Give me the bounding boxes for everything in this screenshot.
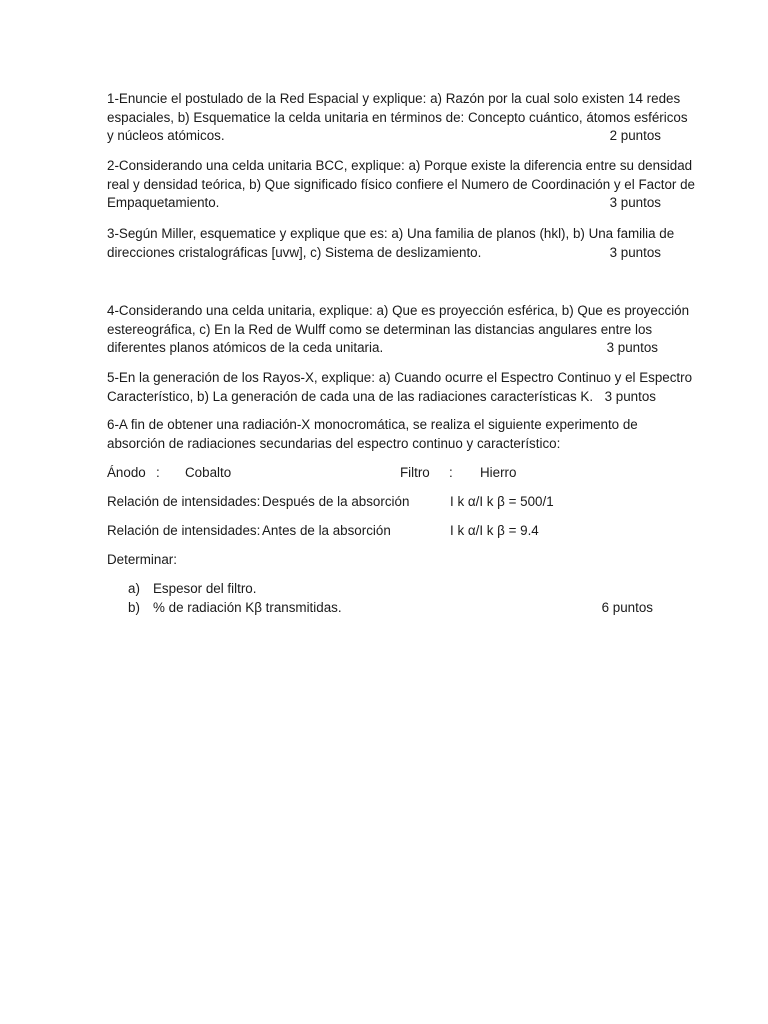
question-4 bbox=[107, 302, 690, 358]
list-item-a-text: Espesor del filtro. bbox=[153, 581, 257, 596]
question-2-line-1: 2-Considerando una celda unitaria BCC, explique: a) Porque existe la diferencia entre su densidad bbox=[107, 158, 693, 173]
list-item-a-marker: a) bbox=[128, 581, 140, 596]
question-1-line-3: y núcleos atómicos. bbox=[107, 128, 225, 143]
question-1-line-2: espaciales, b) Esquematice la celda unitaria en términos de: Concepto cuántico, átomos esféricos bbox=[107, 109, 688, 125]
question-3-line-2-row bbox=[107, 244, 661, 263]
determinar-row bbox=[107, 551, 667, 570]
list-item-b bbox=[128, 599, 653, 618]
filtro-colon: : bbox=[449, 465, 453, 480]
list-item-a bbox=[128, 580, 653, 599]
question-1-line-1: 1-Enuncie el postulado de la Red Espacial y explique: a) Razón por la cual solo existen 14 redes bbox=[107, 91, 681, 106]
relation-before-when: Antes de la absorción bbox=[262, 523, 391, 538]
anodo-filtro-row bbox=[107, 464, 667, 483]
anodo-colon: : bbox=[156, 465, 160, 480]
question-3-points: 3 puntos bbox=[609, 244, 661, 260]
question-5-line-2-row bbox=[107, 388, 656, 407]
determinar-label: Determinar: bbox=[107, 552, 177, 567]
question-6 bbox=[107, 416, 661, 453]
question-6-line-2: absorción de radiaciones secundarias del espectro continuo y característico: bbox=[107, 435, 561, 451]
question-4-line-3: diferentes planos atómicos de la ceda unitaria. bbox=[107, 340, 384, 355]
list-item-b-marker: b) bbox=[128, 600, 140, 615]
anodo-value: Cobalto bbox=[185, 465, 232, 480]
anodo-label: Ánodo bbox=[107, 465, 146, 480]
question-1 bbox=[107, 90, 688, 146]
question-2-line-3: Empaquetamiento. bbox=[107, 195, 220, 210]
question-4-line-1: 4-Considerando una celda unitaria, explique: a) Que es proyección esférica, b) Que es proyección bbox=[107, 303, 690, 318]
question-2-line-2: real y densidad teórica, b) Que significado físico confiere el Numero de Coordinación y el Factor de bbox=[107, 176, 696, 192]
question-5-points: 3 puntos bbox=[604, 388, 656, 404]
question-4-line-3-row bbox=[107, 339, 658, 358]
relation-before-label: Relación de intensidades: bbox=[107, 523, 261, 538]
question-3-line-1: 3-Según Miller, esquematice y explique que es: a) Una familia de planos (hkl), b) Una familia de bbox=[107, 226, 675, 241]
relation-after-value: I k α/I k β = 500/1 bbox=[450, 494, 554, 509]
list-item-b-text: % de radiación Kβ transmitidas. bbox=[153, 600, 342, 615]
question-3 bbox=[107, 225, 675, 262]
relation-before-row bbox=[107, 522, 667, 541]
relation-before-value: I k α/I k β = 9.4 bbox=[450, 523, 539, 538]
question-4-points: 3 puntos bbox=[606, 340, 658, 355]
question-1-line-3-row bbox=[107, 127, 661, 146]
question-2 bbox=[107, 157, 696, 213]
question-2-points: 3 puntos bbox=[609, 195, 661, 210]
question-4-line-2: estereográfica, c) En la Red de Wulff como se determinan las distancias angulares entre los bbox=[107, 321, 653, 337]
question-6-points: 6 puntos bbox=[601, 600, 653, 615]
filtro-label: Filtro bbox=[400, 465, 430, 480]
relation-after-when: Después de la absorción bbox=[262, 494, 410, 509]
question-3-line-2: direcciones cristalográficas [uvw], c) Sistema de deslizamiento. bbox=[107, 244, 482, 260]
question-1-points: 2 puntos bbox=[609, 128, 661, 143]
question-6-line-1: 6-A fin de obtener una radiación-X monocromática, se realiza el siguiente experimento de bbox=[107, 417, 638, 432]
question-5-line-1: 5-En la generación de los Rayos-X, explique: a) Cuando ocurre el Espectro Continuo y el Espectro bbox=[107, 370, 693, 385]
question-5-line-2: Característico, b) La generación de cada una de las radiaciones características K. bbox=[107, 388, 594, 404]
relation-after-row bbox=[107, 493, 667, 512]
relation-after-label: Relación de intensidades: bbox=[107, 494, 261, 509]
question-2-line-3-row bbox=[107, 194, 661, 213]
question-5 bbox=[107, 369, 693, 406]
filtro-value: Hierro bbox=[480, 465, 517, 480]
